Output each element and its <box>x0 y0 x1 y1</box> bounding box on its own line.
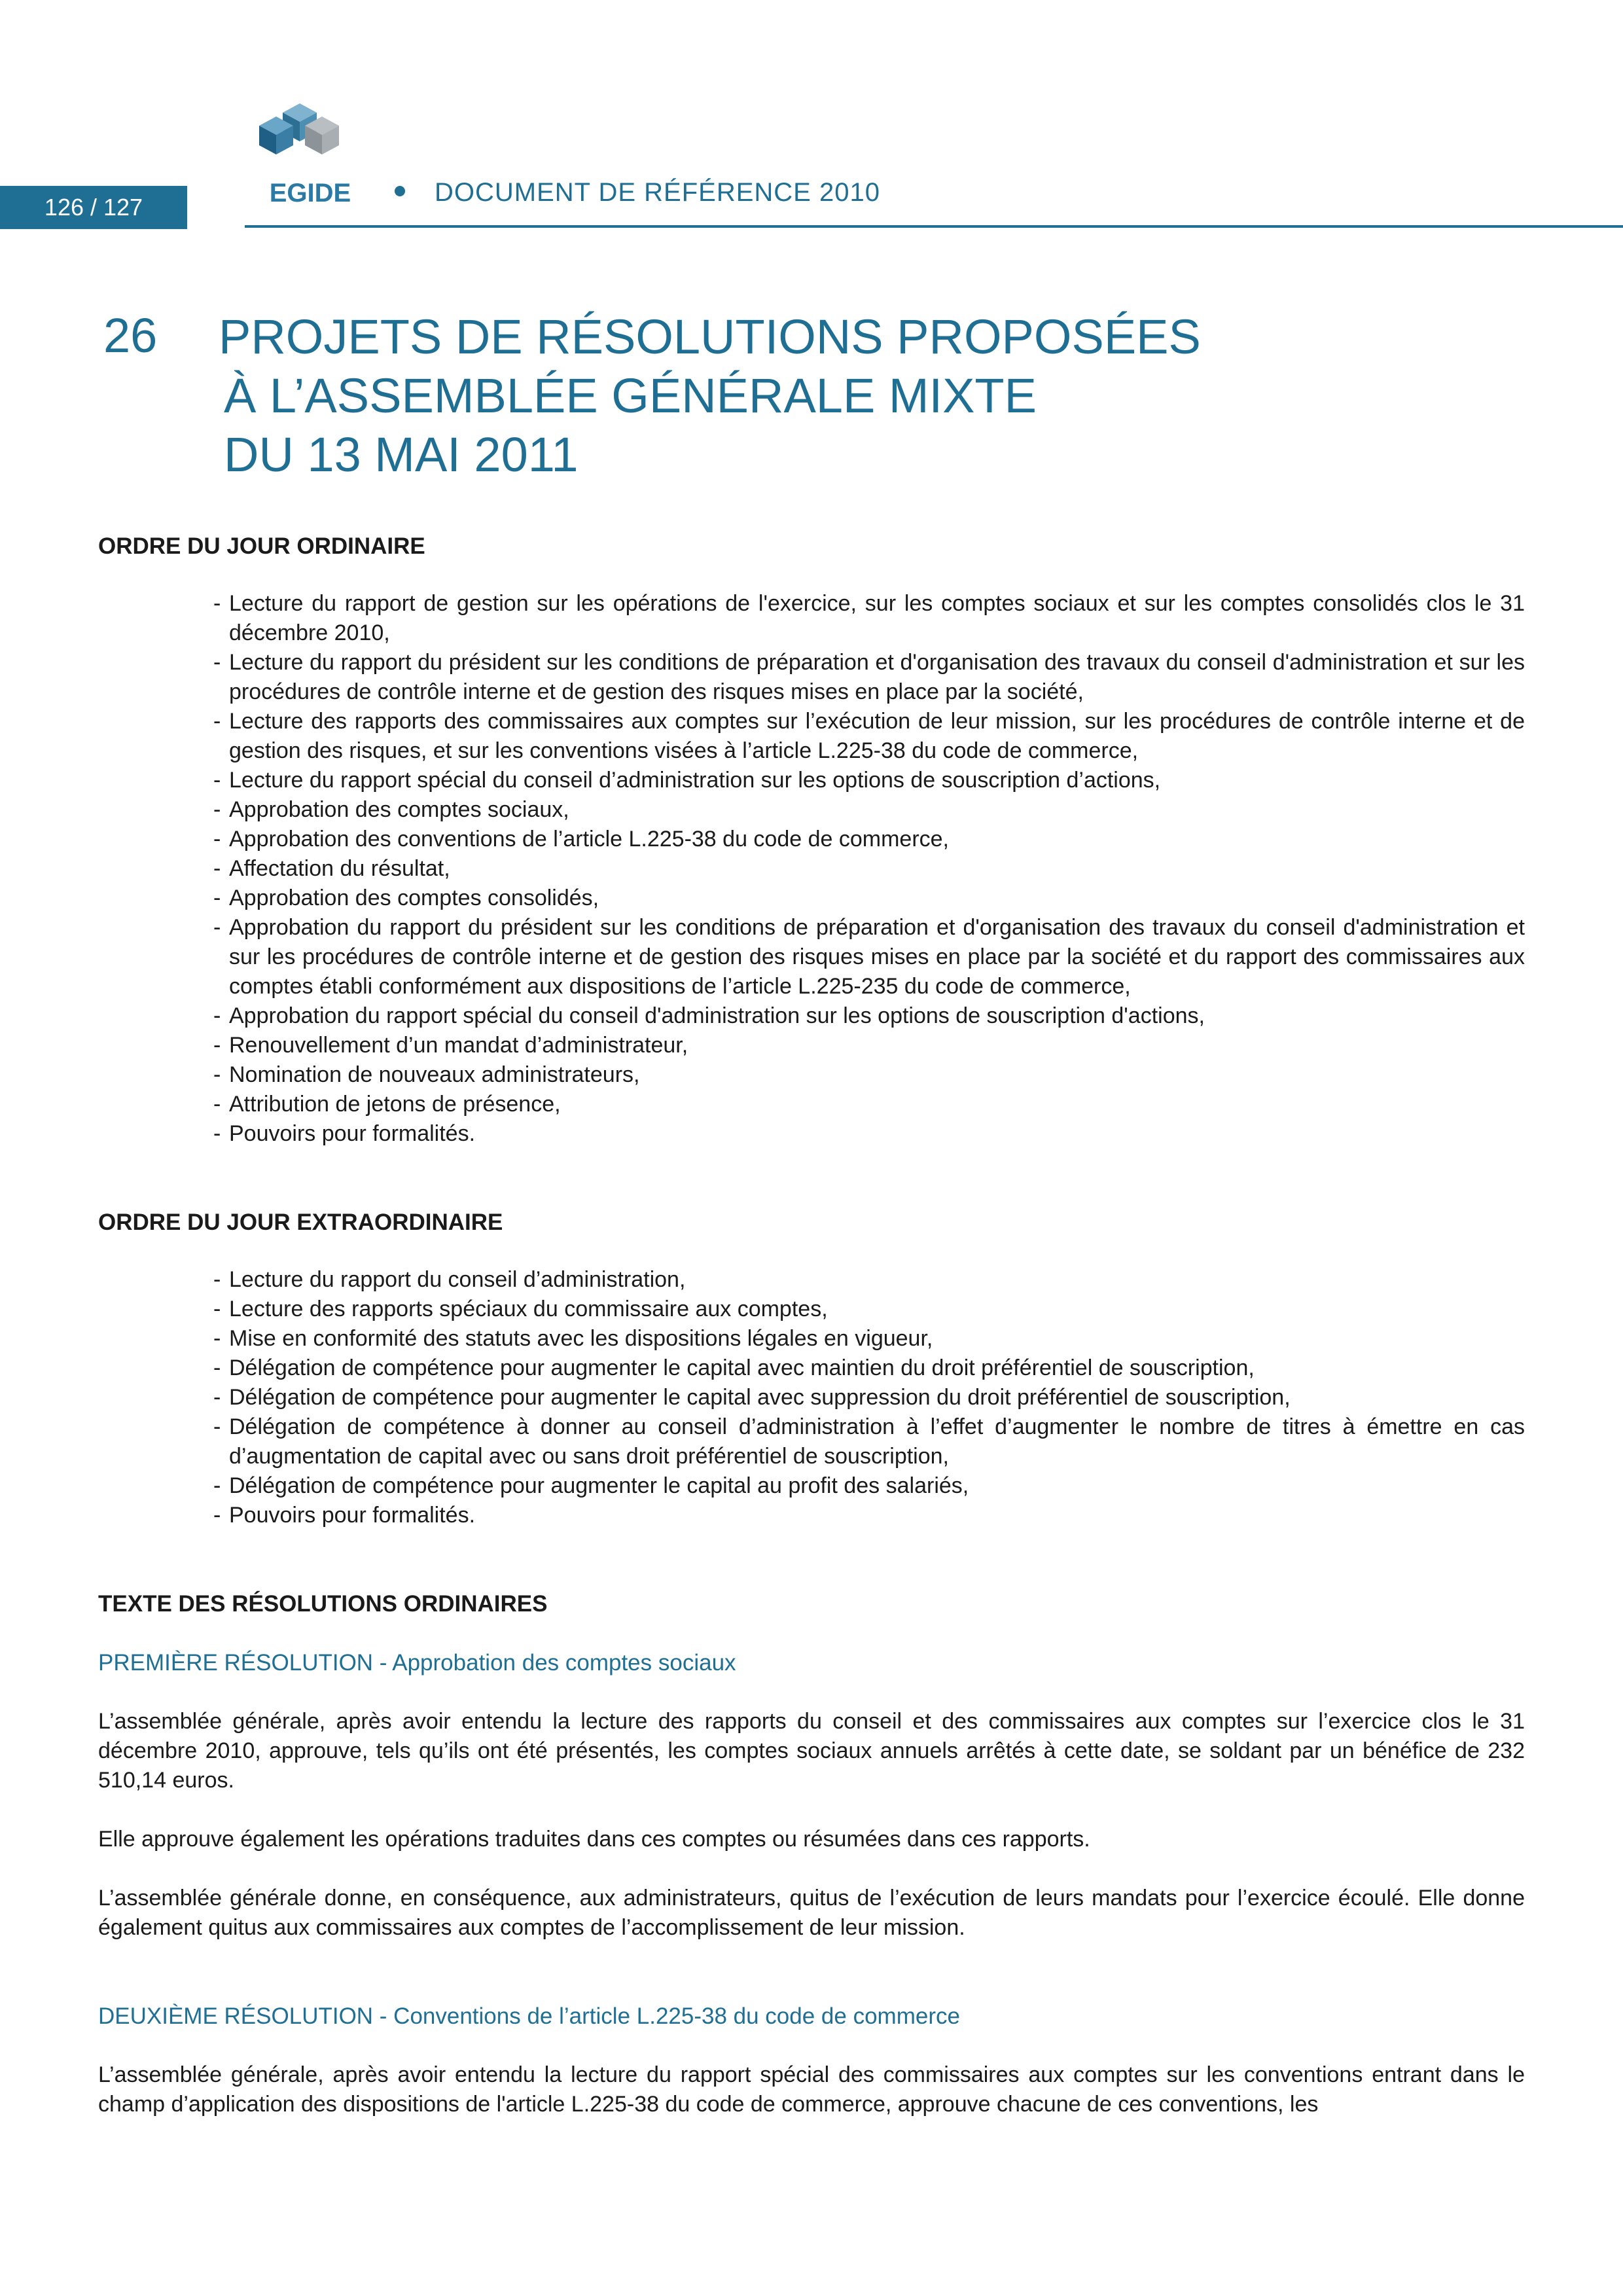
list-item: - Approbation du rapport spécial du conseil d'administration sur les options de souscription d'actions, <box>213 1001 1525 1031</box>
list-item: - Lecture du rapport spécial du conseil d’administration sur les options de souscription d’actions, <box>213 766 1525 795</box>
list-item: - Lecture du rapport de gestion sur les opérations de l'exercice, sur les comptes sociaux et sur les comptes consolidés clos le 31 décembre 2010, <box>213 589 1525 648</box>
resolution-1-paragraph: L’assemblée générale, après avoir entendu la lecture des rapports du conseil et des commissaires aux comptes sur l’exercice clos le 31 décembre 2010, approuve, tels qu’ils ont été présentés, les comptes sociaux annuels arrêtés à cette date, se soldant par un bénéfice de 232 510,14 euros. <box>98 1709 1525 1793</box>
cubes-icon <box>259 103 339 154</box>
list-item: - Approbation des conventions de l’article L.225-38 du code de commerce, <box>213 825 1525 854</box>
list-item: - Nomination de nouveaux administrateurs, <box>213 1060 1525 1090</box>
section-heading-resolutions: TEXTE DES RÉSOLUTIONS ORDINAIRES <box>98 1591 548 1617</box>
chapter-title <box>219 308 1201 484</box>
ordinary-agenda-list <box>98 589 1525 1149</box>
chapter-title-line: À L’ASSEMBLÉE GÉNÉRALE MIXTE <box>224 368 1037 423</box>
list-item: - Affectation du résultat, <box>213 854 1525 884</box>
list-item: - Lecture des rapports des commissaires aux comptes sur l’exécution de leur mission, sur les procédures de contrôle interne et de gestion des risques, et sur les conventions visées à l’article L.225-38 du code de commerce, <box>213 707 1525 766</box>
page-number-badge: 126 / 127 <box>0 186 187 229</box>
list-item: - Délégation de compétence pour augmenter le capital avec suppression du droit préférentiel de souscription, <box>213 1383 1525 1412</box>
document-body <box>98 531 1525 2119</box>
document-title: DOCUMENT DE RÉFÉRENCE 2010 <box>435 178 880 207</box>
resolution-2-paragraph: L’assemblée générale, après avoir entendu la lecture du rapport spécial des commissaires aux comptes sur les conventions entrant dans le champ d’application des dispositions de l'article L.225-38 du code de commerce, approuve chacune de ces conventions, les <box>98 2062 1525 2117</box>
list-item: - Approbation du rapport du président sur les conditions de préparation et d'organisation des travaux du conseil d'administration et sur les procédures de contrôle interne et de gestion des risques mises en place par la société et du rapport des commissaires aux comptes établi conformément aux dispositions de l’article L.225-235 du code de commerce, <box>213 913 1525 1001</box>
extraordinary-agenda-list <box>98 1265 1525 1530</box>
list-item: - Attribution de jetons de présence, <box>213 1090 1525 1119</box>
list-item: - Délégation de compétence à donner au conseil d’administration à l’effet d’augmenter le nombre de titres à émettre en cas d’augmentation de capital avec ou sans droit préférentiel de souscription, <box>213 1412 1525 1471</box>
list-item: - Délégation de compétence pour augmenter le capital au profit des salariés, <box>213 1471 1525 1501</box>
list-item: - Pouvoirs pour formalités. <box>213 1501 1525 1530</box>
list-item: - Approbation des comptes consolidés, <box>213 884 1525 913</box>
chapter-number: 26 <box>103 308 158 363</box>
header-rule <box>245 225 1623 228</box>
list-item: - Renouvellement d’un mandat d’administrateur, <box>213 1031 1525 1060</box>
chapter-title-line: DU 13 MAI 2011 <box>224 427 579 482</box>
section-heading-extraordinary: ORDRE DU JOUR EXTRAORDINAIRE <box>98 1210 503 1235</box>
header-bullet <box>395 186 405 196</box>
resolution-1-title: PREMIÈRE RÉSOLUTION - Approbation des comptes sociaux <box>98 1650 736 1676</box>
list-item: - Approbation des comptes sociaux, <box>213 795 1525 825</box>
chapter-title-line: PROJETS DE RÉSOLUTIONS PROPOSÉES <box>219 310 1201 364</box>
egide-logo <box>245 85 376 209</box>
list-item: - Mise en conformité des statuts avec les dispositions légales en vigueur, <box>213 1324 1525 1354</box>
svg-text:EGIDE: EGIDE <box>269 179 351 207</box>
list-item: - Pouvoirs pour formalités. <box>213 1119 1525 1149</box>
resolution-2-title: DEUXIÈME RÉSOLUTION - Conventions de l’article L.225-38 du code de commerce <box>98 2003 960 2029</box>
section-heading-ordinary: ORDRE DU JOUR ORDINAIRE <box>98 533 425 559</box>
resolution-1-paragraph: L’assemblée générale donne, en conséquence, aux administrateurs, quitus de l’exécution de leurs mandats pour l’exercice écoulé. Elle donne également quitus aux commissaires aux comptes de l’accomplissement de leur mission. <box>98 1886 1525 1940</box>
list-item: - Lecture des rapports spéciaux du commissaire aux comptes, <box>213 1295 1525 1324</box>
list-item: - Lecture du rapport du conseil d’administration, <box>213 1265 1525 1295</box>
list-item: - Lecture du rapport du président sur les conditions de préparation et d'organisation des travaux du conseil d'administration et sur les procédures de contrôle interne et de gestion des risques mises en place par la société, <box>213 648 1525 707</box>
list-item: - Délégation de compétence pour augmenter le capital avec maintien du droit préférentiel de souscription, <box>213 1354 1525 1383</box>
resolution-1-paragraph: Elle approuve également les opérations traduites dans ces comptes ou résumées dans ces rapports. <box>98 1827 1090 1852</box>
